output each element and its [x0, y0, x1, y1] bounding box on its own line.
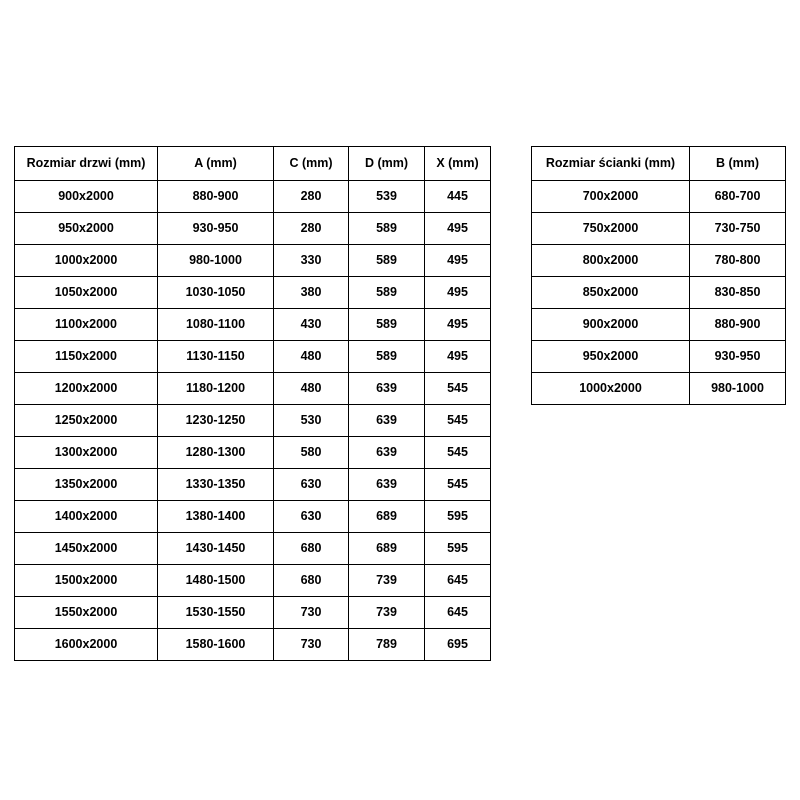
cell-c: 430	[274, 309, 349, 341]
cell-a: 1380-1400	[158, 501, 274, 533]
door-size-table-head	[15, 147, 491, 181]
cell-door-size: 1400x2000	[15, 501, 158, 533]
cell-wall-size: 1000x2000	[532, 373, 690, 405]
table-row	[15, 405, 491, 437]
cell-door-size: 900x2000	[15, 181, 158, 213]
cell-x: 695	[425, 629, 491, 661]
cell-door-size: 1100x2000	[15, 309, 158, 341]
table-row	[15, 373, 491, 405]
table-row	[532, 277, 786, 309]
cell-d: 589	[349, 309, 425, 341]
cell-x: 445	[425, 181, 491, 213]
cell-a: 1180-1200	[158, 373, 274, 405]
cell-door-size: 1350x2000	[15, 469, 158, 501]
cell-door-size: 1300x2000	[15, 437, 158, 469]
table-row	[532, 309, 786, 341]
table-row	[15, 629, 491, 661]
table-header-row	[532, 147, 786, 181]
table-row	[15, 341, 491, 373]
table-row	[532, 245, 786, 277]
table-row	[15, 597, 491, 629]
cell-a: 1080-1100	[158, 309, 274, 341]
cell-x: 495	[425, 277, 491, 309]
cell-a: 930-950	[158, 213, 274, 245]
cell-c: 580	[274, 437, 349, 469]
cell-a: 1130-1150	[158, 341, 274, 373]
table-row	[532, 181, 786, 213]
wall-size-table-head	[532, 147, 786, 181]
cell-wall-size: 850x2000	[532, 277, 690, 309]
cell-wall-size: 800x2000	[532, 245, 690, 277]
cell-c: 680	[274, 565, 349, 597]
column-header-c: C (mm)	[274, 147, 349, 181]
table-row	[15, 309, 491, 341]
cell-wall-size: 750x2000	[532, 213, 690, 245]
column-header-a: A (mm)	[158, 147, 274, 181]
cell-door-size: 950x2000	[15, 213, 158, 245]
cell-b: 980-1000	[690, 373, 786, 405]
cell-door-size: 1000x2000	[15, 245, 158, 277]
column-header-b: B (mm)	[690, 147, 786, 181]
cell-d: 639	[349, 469, 425, 501]
table-row	[15, 469, 491, 501]
cell-x: 645	[425, 565, 491, 597]
cell-c: 480	[274, 373, 349, 405]
cell-a: 1480-1500	[158, 565, 274, 597]
cell-c: 530	[274, 405, 349, 437]
cell-wall-size: 700x2000	[532, 181, 690, 213]
cell-d: 539	[349, 181, 425, 213]
cell-x: 495	[425, 245, 491, 277]
table-row	[15, 501, 491, 533]
cell-d: 689	[349, 533, 425, 565]
cell-b: 930-950	[690, 341, 786, 373]
table-row	[15, 181, 491, 213]
cell-b: 780-800	[690, 245, 786, 277]
table-row	[15, 213, 491, 245]
cell-d: 589	[349, 341, 425, 373]
cell-c: 480	[274, 341, 349, 373]
cell-door-size: 1450x2000	[15, 533, 158, 565]
cell-a: 1280-1300	[158, 437, 274, 469]
cell-d: 589	[349, 277, 425, 309]
cell-d: 589	[349, 245, 425, 277]
cell-b: 880-900	[690, 309, 786, 341]
cell-a: 1030-1050	[158, 277, 274, 309]
cell-d: 789	[349, 629, 425, 661]
table-row	[15, 533, 491, 565]
cell-a: 980-1000	[158, 245, 274, 277]
cell-a: 1330-1350	[158, 469, 274, 501]
cell-b: 680-700	[690, 181, 786, 213]
cell-door-size: 1550x2000	[15, 597, 158, 629]
cell-c: 280	[274, 213, 349, 245]
cell-x: 495	[425, 309, 491, 341]
cell-x: 545	[425, 437, 491, 469]
cell-d: 639	[349, 373, 425, 405]
table-row	[15, 565, 491, 597]
table-row	[15, 245, 491, 277]
cell-d: 739	[349, 565, 425, 597]
cell-door-size: 1600x2000	[15, 629, 158, 661]
wall-size-table-body	[532, 181, 786, 405]
cell-a: 1230-1250	[158, 405, 274, 437]
cell-c: 630	[274, 501, 349, 533]
cell-c: 730	[274, 597, 349, 629]
cell-c: 380	[274, 277, 349, 309]
cell-b: 730-750	[690, 213, 786, 245]
cell-a: 880-900	[158, 181, 274, 213]
cell-d: 639	[349, 405, 425, 437]
cell-c: 680	[274, 533, 349, 565]
cell-d: 589	[349, 213, 425, 245]
cell-d: 689	[349, 501, 425, 533]
column-header-wall-size: Rozmiar ścianki (mm)	[532, 147, 690, 181]
cell-x: 545	[425, 373, 491, 405]
cell-a: 1530-1550	[158, 597, 274, 629]
table-row	[532, 341, 786, 373]
cell-door-size: 1500x2000	[15, 565, 158, 597]
cell-door-size: 1200x2000	[15, 373, 158, 405]
cell-c: 280	[274, 181, 349, 213]
wall-size-table	[531, 146, 786, 405]
cell-x: 495	[425, 213, 491, 245]
column-header-x: X (mm)	[425, 147, 491, 181]
table-row	[532, 213, 786, 245]
table-row	[15, 437, 491, 469]
cell-b: 830-850	[690, 277, 786, 309]
cell-x: 545	[425, 405, 491, 437]
door-size-table-body	[15, 181, 491, 661]
cell-x: 545	[425, 469, 491, 501]
table-row	[15, 277, 491, 309]
cell-a: 1580-1600	[158, 629, 274, 661]
cell-x: 495	[425, 341, 491, 373]
cell-c: 630	[274, 469, 349, 501]
cell-door-size: 1050x2000	[15, 277, 158, 309]
cell-d: 639	[349, 437, 425, 469]
table-row	[532, 373, 786, 405]
cell-wall-size: 900x2000	[532, 309, 690, 341]
cell-d: 739	[349, 597, 425, 629]
cell-c: 730	[274, 629, 349, 661]
cell-x: 595	[425, 501, 491, 533]
door-size-table	[14, 146, 491, 661]
cell-door-size: 1250x2000	[15, 405, 158, 437]
cell-door-size: 1150x2000	[15, 341, 158, 373]
cell-x: 645	[425, 597, 491, 629]
column-header-door-size: Rozmiar drzwi (mm)	[15, 147, 158, 181]
table-header-row	[15, 147, 491, 181]
column-header-d: D (mm)	[349, 147, 425, 181]
cell-wall-size: 950x2000	[532, 341, 690, 373]
cell-c: 330	[274, 245, 349, 277]
cell-a: 1430-1450	[158, 533, 274, 565]
cell-x: 595	[425, 533, 491, 565]
